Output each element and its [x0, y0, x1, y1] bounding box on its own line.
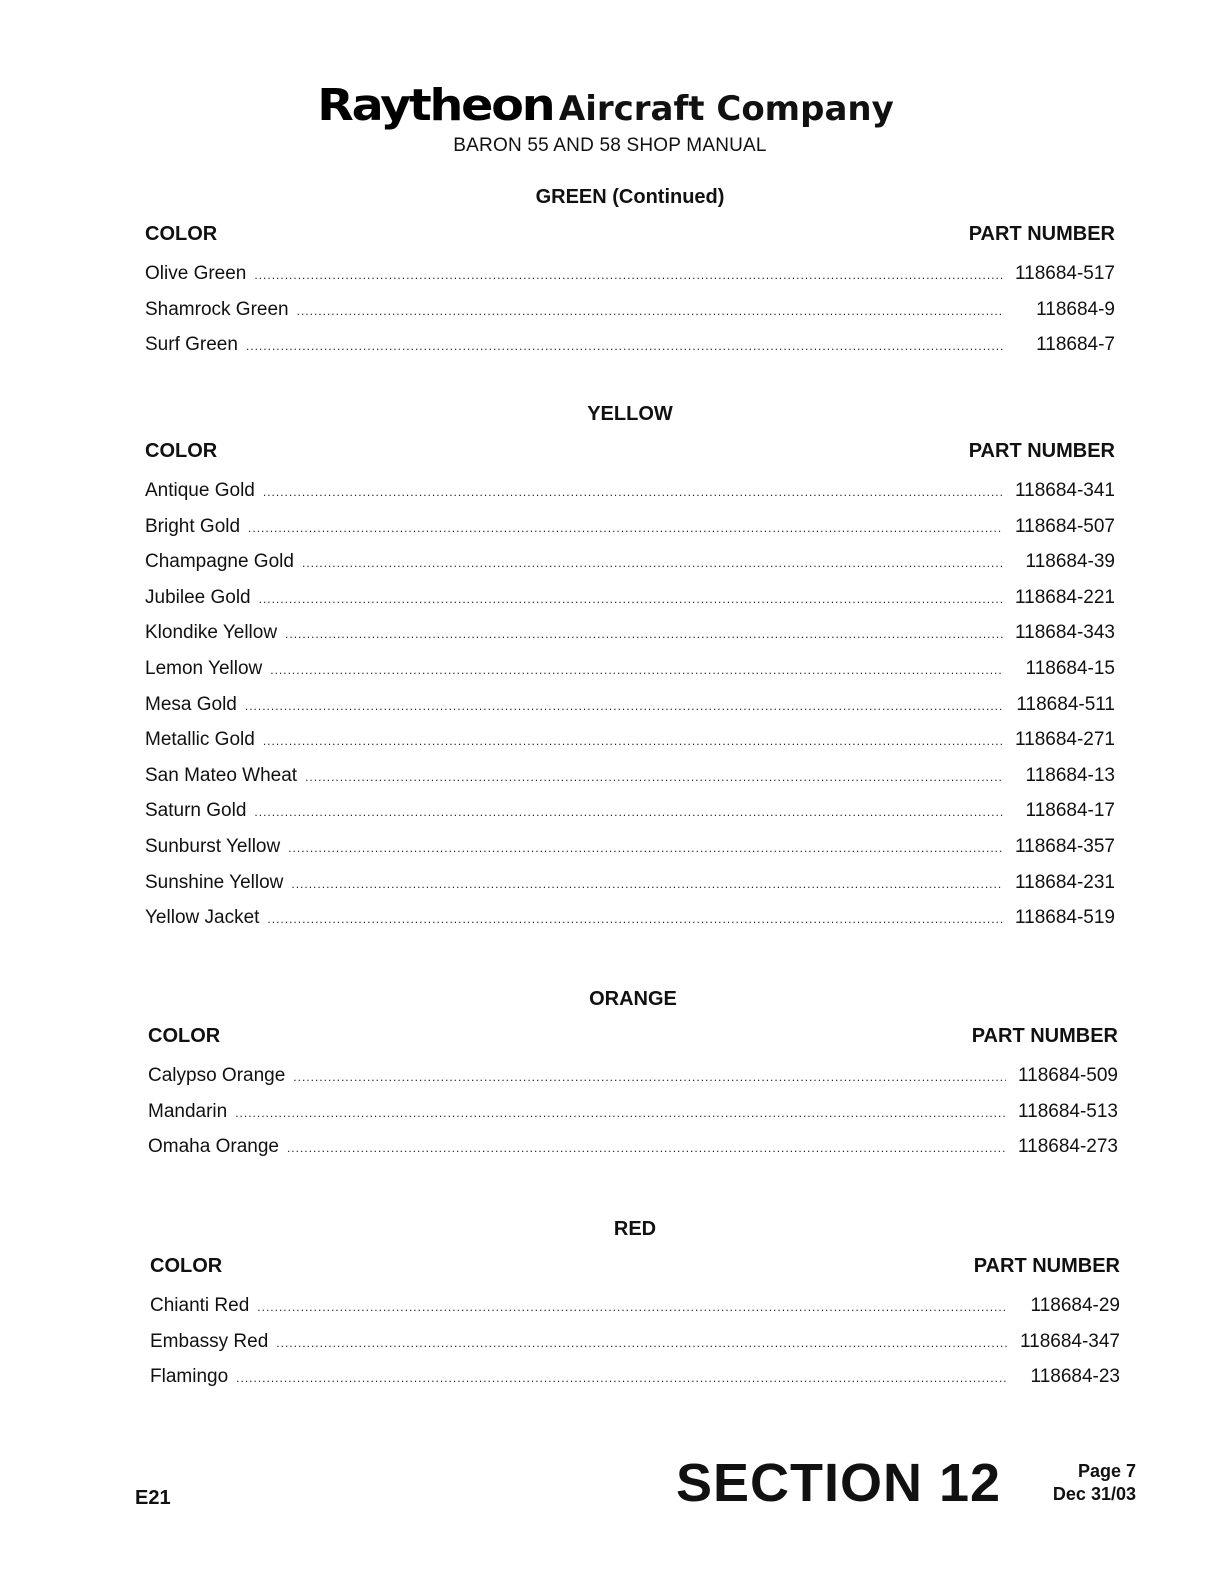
list-item	[145, 473, 1115, 509]
color-column-label: COLOR	[145, 440, 218, 462]
color-column-label: COLOR	[150, 1255, 223, 1277]
color-name: Saturn Gold	[145, 800, 247, 822]
raytheon-logo: Raytheon	[317, 80, 554, 131]
list-item	[150, 1288, 1120, 1324]
column-header	[150, 1255, 1120, 1278]
part-number: 118684-509	[1017, 1065, 1118, 1086]
list-item	[148, 1129, 1118, 1165]
color-column-label: COLOR	[148, 1025, 221, 1047]
dot-leader	[246, 329, 1003, 365]
dot-leader	[291, 867, 1003, 903]
part-number: 118684-519	[1014, 907, 1115, 929]
part-number: 118684-507	[1014, 515, 1115, 537]
dot-leader	[257, 1290, 1008, 1326]
list-item	[145, 722, 1115, 758]
list-item	[145, 615, 1115, 651]
list-item	[145, 327, 1115, 363]
part-number: 118684-9	[1036, 298, 1115, 320]
section-green	[145, 186, 1115, 363]
section-title: YELLOW	[587, 403, 673, 425]
color-name: Klondike Yellow	[145, 622, 278, 644]
dot-leader	[276, 1326, 1008, 1362]
column-header	[148, 1025, 1118, 1048]
color-name: Omaha Orange	[148, 1136, 279, 1158]
part-number: 118684-517	[1014, 263, 1115, 284]
list-item	[150, 1324, 1120, 1360]
color-list	[150, 1288, 1120, 1395]
list-item	[148, 1094, 1118, 1130]
section-red	[150, 1218, 1120, 1395]
color-list	[148, 1058, 1118, 1165]
part-number: 118684-511	[1016, 693, 1115, 715]
part-number: 118684-13	[1025, 764, 1115, 786]
part-number: 118684-357	[1014, 835, 1115, 857]
list-item	[145, 544, 1115, 580]
list-item	[145, 509, 1115, 545]
list-item	[150, 1359, 1120, 1395]
part-number: 118684-221	[1014, 586, 1115, 608]
company-name: Aircraft Company	[558, 89, 894, 129]
color-name: Bright Gold	[145, 515, 241, 537]
section-orange	[148, 988, 1118, 1165]
color-name: Metallic Gold	[145, 729, 255, 751]
part-number: 118684-341	[1014, 480, 1115, 501]
color-column-label: COLOR	[145, 223, 218, 245]
list-item	[145, 580, 1115, 616]
part-number-column-label: PART NUMBER	[971, 1025, 1118, 1047]
dot-leader	[285, 617, 1003, 653]
page-code: E21	[135, 1487, 171, 1509]
dot-leader	[245, 689, 1003, 725]
dot-leader	[248, 511, 1003, 547]
color-name: San Mateo Wheat	[145, 764, 298, 786]
color-name: Yellow Jacket	[145, 907, 260, 929]
part-number: 118684-347	[1019, 1330, 1120, 1352]
dot-leader	[293, 1060, 1006, 1096]
color-name: Surf Green	[145, 334, 238, 356]
dot-leader	[305, 760, 1003, 796]
part-number: 118684-513	[1017, 1100, 1118, 1122]
section-title: ORANGE	[589, 988, 677, 1010]
section-number: SECTION 12	[676, 1453, 1002, 1513]
part-number-column-label: PART NUMBER	[968, 223, 1115, 245]
list-item	[145, 292, 1115, 328]
dot-leader	[236, 1361, 1008, 1397]
section-title: RED	[613, 1218, 657, 1240]
color-name: Calypso Orange	[148, 1065, 286, 1086]
part-number: 118684-231	[1014, 871, 1115, 893]
dot-leader	[263, 724, 1003, 760]
list-item	[145, 829, 1115, 865]
list-item	[145, 793, 1115, 829]
column-header	[145, 223, 1115, 246]
color-name: Embassy Red	[150, 1330, 269, 1352]
list-item	[148, 1058, 1118, 1094]
dot-leader	[259, 582, 1003, 618]
dot-leader	[302, 546, 1003, 582]
part-number: 118684-39	[1025, 551, 1115, 573]
color-name: Mesa Gold	[145, 693, 237, 715]
color-name: Flamingo	[150, 1366, 229, 1388]
part-number: 118684-23	[1030, 1366, 1120, 1388]
part-number: 118684-15	[1025, 657, 1115, 679]
page-header	[0, 80, 1220, 157]
part-number-column-label: PART NUMBER	[973, 1255, 1120, 1277]
section-title: GREEN (Continued)	[535, 186, 725, 208]
list-item	[145, 256, 1115, 292]
list-item	[145, 758, 1115, 794]
revision-date: Dec 31/03	[1052, 1484, 1136, 1504]
color-name: Lemon Yellow	[145, 657, 263, 679]
page-info	[1036, 1460, 1136, 1506]
part-number: 118684-273	[1017, 1136, 1118, 1158]
manual-title: BARON 55 AND 58 SHOP MANUAL	[453, 135, 767, 156]
section-yellow	[145, 403, 1115, 936]
list-item	[145, 865, 1115, 901]
part-number: 118684-271	[1014, 729, 1115, 751]
color-name: Sunburst Yellow	[145, 835, 281, 857]
page-number: Page 7	[1077, 1461, 1136, 1481]
dot-leader	[235, 1096, 1006, 1132]
dot-leader	[267, 902, 1003, 938]
list-item	[145, 651, 1115, 687]
part-number: 118684-29	[1030, 1295, 1120, 1316]
color-name: Mandarin	[148, 1100, 228, 1122]
dot-leader	[254, 795, 1003, 831]
color-name: Champagne Gold	[145, 551, 294, 573]
brand-line	[0, 80, 1220, 131]
color-name: Chianti Red	[150, 1295, 250, 1316]
list-item	[145, 900, 1115, 936]
dot-leader	[270, 653, 1003, 689]
column-header	[145, 440, 1115, 463]
part-number-column-label: PART NUMBER	[968, 440, 1115, 462]
color-name: Olive Green	[145, 263, 247, 284]
part-number: 118684-7	[1036, 334, 1115, 356]
color-name: Jubilee Gold	[145, 586, 251, 608]
dot-leader	[288, 831, 1003, 867]
color-list	[145, 473, 1115, 936]
dot-leader	[297, 294, 1003, 330]
dot-leader	[263, 475, 1003, 511]
dot-leader	[254, 258, 1003, 294]
part-number: 118684-343	[1014, 622, 1115, 644]
color-name: Sunshine Yellow	[145, 871, 284, 893]
part-number: 118684-17	[1025, 800, 1115, 822]
color-name: Shamrock Green	[145, 298, 289, 320]
list-item	[145, 687, 1115, 723]
dot-leader	[287, 1131, 1006, 1167]
color-name: Antique Gold	[145, 480, 255, 501]
color-list	[145, 256, 1115, 363]
